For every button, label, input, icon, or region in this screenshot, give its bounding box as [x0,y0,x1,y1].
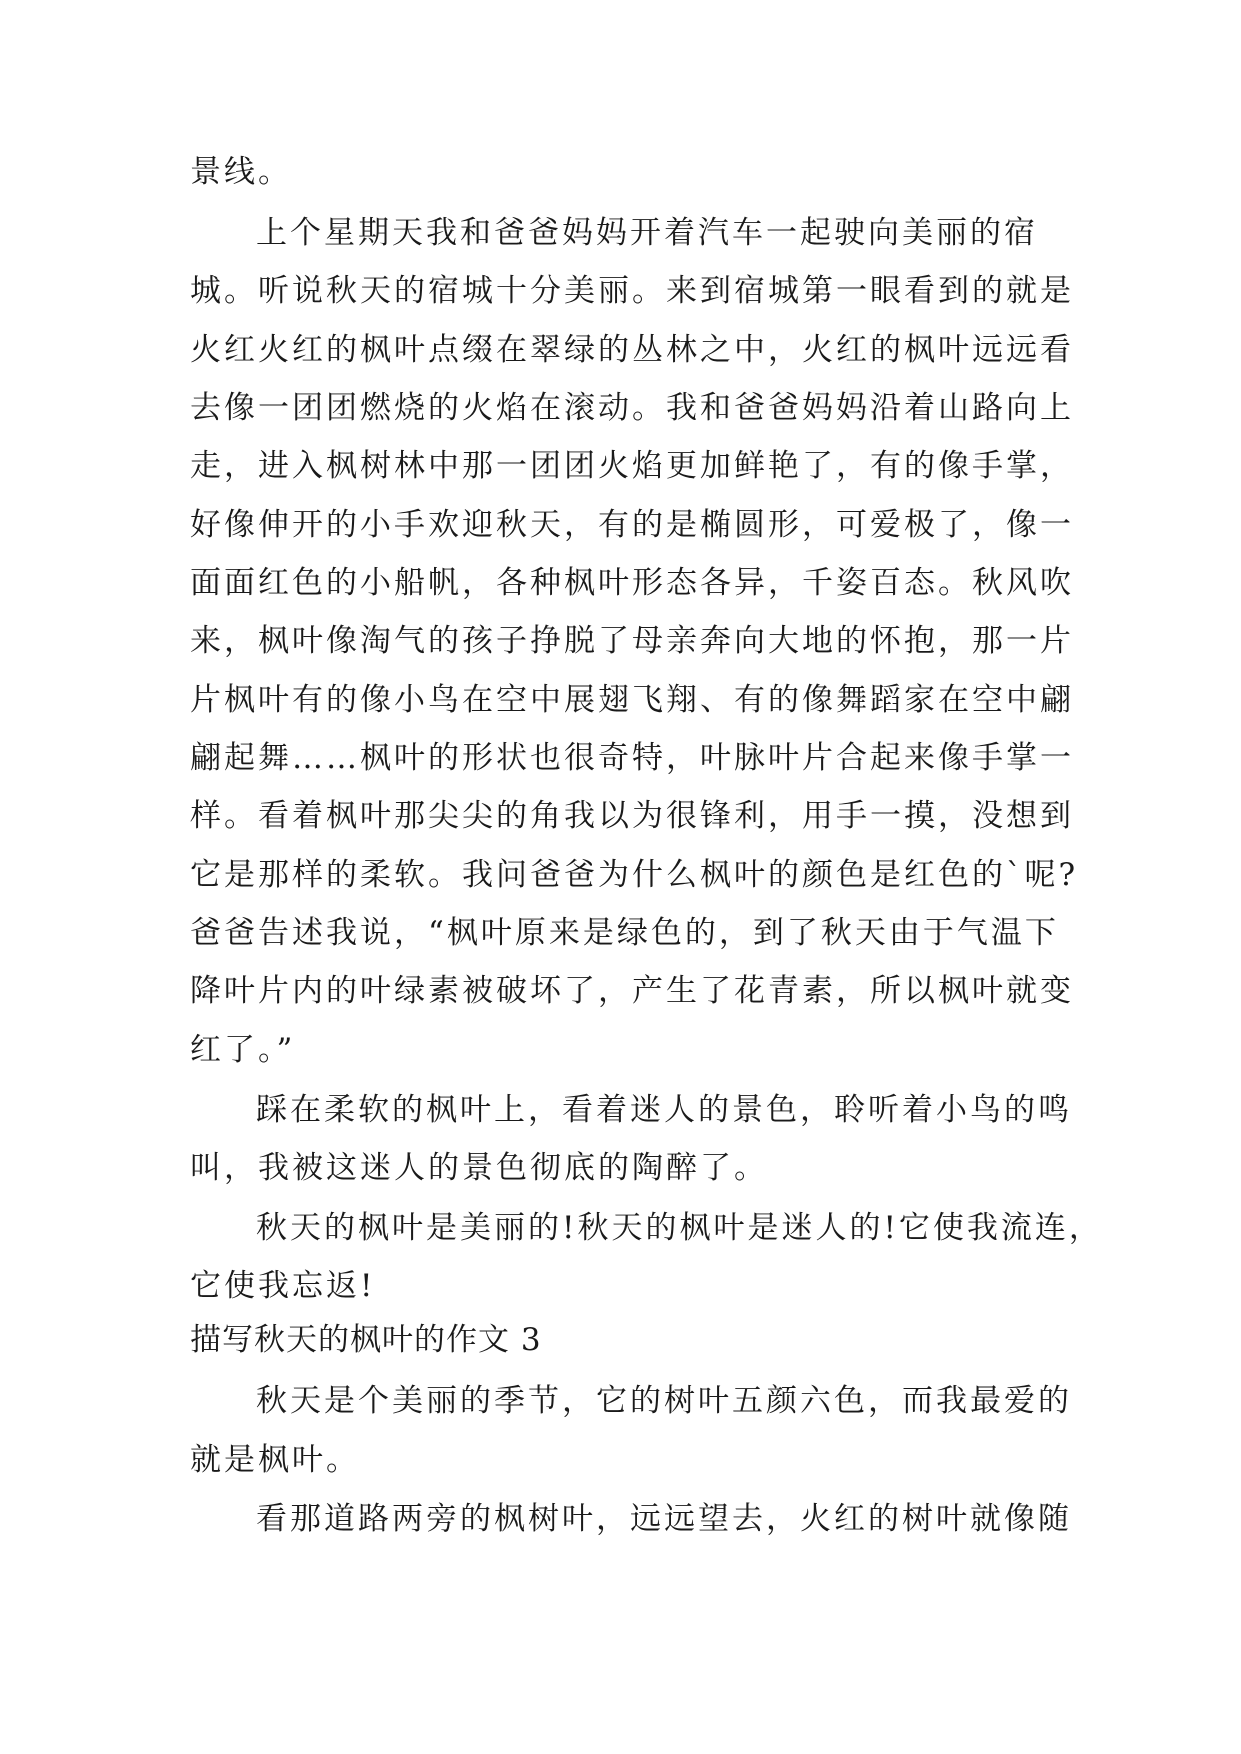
text-line: 它是那样的柔软。我问爸爸为什么枫叶的颜色是红色的`呢? [190,857,1079,893]
paragraph-start: 看那道路两旁的枫树叶，远远望去，火红的树叶就像随 [256,1501,1072,1537]
text-line: 爸爸告述我说，“枫叶原来是绿色的，到了秋天由于气温下 [190,915,1059,951]
text-line: 片枫叶有的像小鸟在空中展翅飞翔、有的像舞蹈家在空中翩 [190,682,1074,718]
text-line: 红了。” [190,1032,296,1068]
paragraph-start: 上个星期天我和爸爸妈妈开着汽车一起驶向美丽的宿 [256,215,1038,251]
text-line: 样。看着枫叶那尖尖的角我以为很锋利，用手一摸，没想到 [190,798,1074,834]
text-line: 走，进入枫树林中那一团团火焰更加鲜艳了，有的像手掌， [190,448,1074,484]
text-line: 翩起舞……枫叶的形状也很奇特，叶脉叶片合起来像手掌一 [190,740,1074,776]
paragraph-start: 踩在柔软的枫叶上，看着迷人的景色，聆听着小鸟的鸣 [256,1092,1072,1128]
paragraph-start: 秋天是个美丽的季节，它的树叶五颜六色，而我最爱的 [256,1383,1072,1419]
text-line: 就是枫叶。 [190,1442,360,1478]
paragraph-start: 秋天的枫叶是美丽的!秋天的枫叶是迷人的!它使我流连， [256,1210,1103,1246]
text-line: 面面红色的小船帆，各种枫叶形态各异，千姿百态。秋风吹 [190,565,1074,601]
text-line: 景线。 [190,154,292,190]
text-line: 叫，我被这迷人的景色彻底的陶醉了。 [190,1150,768,1186]
text-line: 它使我忘返! [190,1268,376,1304]
text-line: 好像伸开的小手欢迎秋天，有的是椭圆形，可爱极了，像一 [190,507,1074,543]
text-line: 来，枫叶像淘气的孩子挣脱了母亲奔向大地的怀抱，那一片 [190,623,1074,659]
text-line: 降叶片内的叶绿素被破坏了，产生了花青素，所以枫叶就变 [190,973,1074,1009]
section-heading: 描写秋天的枫叶的作文 3 [190,1322,542,1358]
text-line: 城。听说秋天的宿城十分美丽。来到宿城第一眼看到的就是 [190,273,1074,309]
text-line: 去像一团团燃烧的火焰在滚动。我和爸爸妈妈沿着山路向上 [190,390,1074,426]
text-line: 火红火红的枫叶点缀在翠绿的丛林之中，火红的枫叶远远看 [190,332,1074,368]
